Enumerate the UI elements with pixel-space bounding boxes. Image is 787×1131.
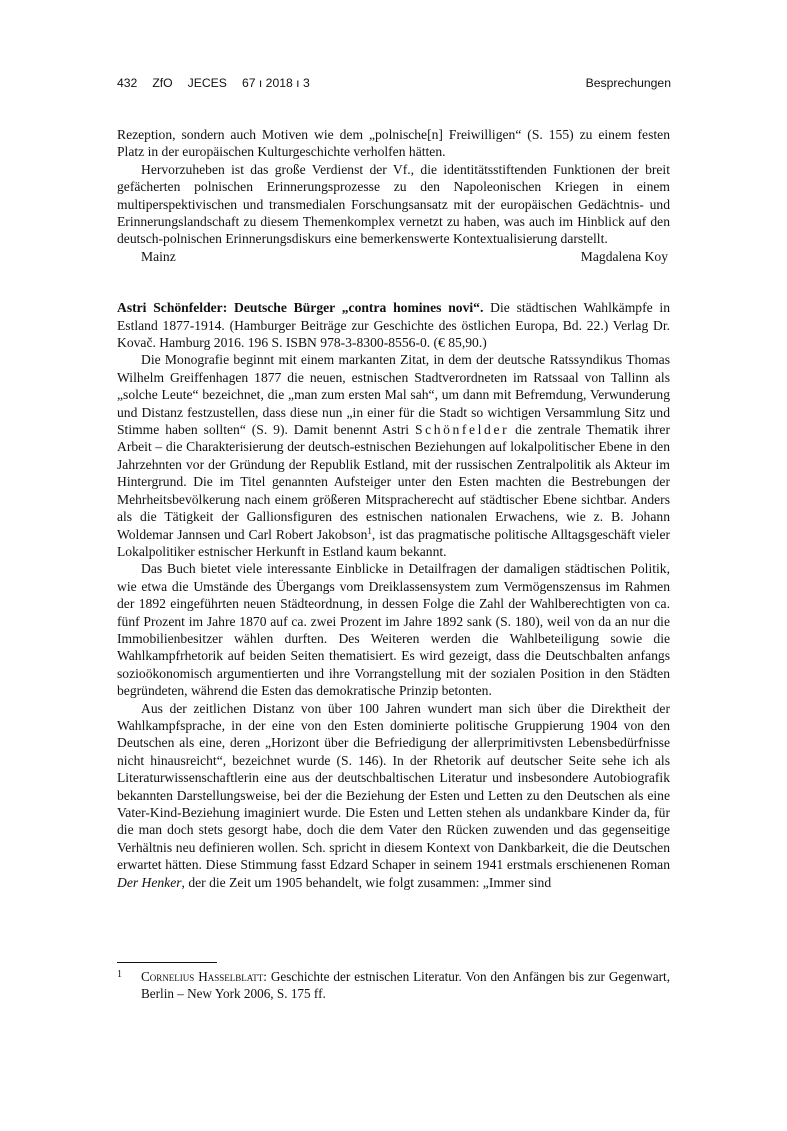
author-name-spaced: Schönfelder xyxy=(414,422,510,438)
review-paragraph xyxy=(117,351,670,560)
paragraph-text: , der die Zeit um 1905 behandelt, wie folgt zusammen: „Immer sind xyxy=(181,874,552,890)
journal-name: ZfO xyxy=(152,76,173,90)
book-details: Die städtischen Wahlkämpfe in Estland 1877-1914. (Hamburger Beiträge zur Geschichte des östlichen Europa, Bd. 22.) Verlag Dr. Kovač. Hamburg 2016. 196 S. ISBN 978-3-8300-8556-0. (€ 85,90.) xyxy=(117,300,670,351)
review-paragraph xyxy=(117,700,670,891)
footnote-rule xyxy=(117,962,217,963)
footnote-marker[interactable]: 1 xyxy=(367,525,372,536)
previous-review-paragraph: Hervorzuheben ist das große Verdienst der Vf., die identitätsstiftenden Funktionen der breit gefächerten polnischen Erinnerungsprozesse zu den Napoleonischen Kriegen in einem multiperspektivischen und transmedialen Forschungsansatz mit der europäischen Gedächtnis- und Erinnerungslandschaft zu diesem Themenkomplex vernetzt zu haben, was auch im Hinblick auf den deutsch-polnischen Erinnerungsdiskurs eine bemerkenswerte Kontextualisierung darstellt. xyxy=(117,161,670,247)
review-paragraph: Das Buch bietet viele interessante Einblicke in Detailfragen der damaligen städtischen Politik, wie etwa die Umstände des Übergangs vom Dreiklassensystem zum Vermögenszensus im Rahmen der 1892 eingeführten neuen Städteordnung, in dessen Folge die Zahl der Wahlberechtigten von ca. fünf Prozent im Jahre 1870 auf ca. zwei Prozent im Jahre 1892 sank (S. 180), weil von da an nur die Immobilienbesitzer wählen durften. Des Weiteren werden die Wahlbeteiligung sowie die Wahlkampfrhetorik auf beiden Seiten thematisiert. Es wird gezeigt, dass die Deutschbalten anfangs sozioökonomisch argumentierten und ihre Vorrangstellung mit der sozialen Position in den Städten begründeten, während die Esten das demokratische Prinzip betonten. xyxy=(117,561,670,699)
reviewer-name: Magdalena Koy xyxy=(580,248,668,264)
review-separator xyxy=(117,265,670,299)
footnote-text xyxy=(141,968,670,1002)
section-title: Besprechungen xyxy=(585,76,671,90)
article-body xyxy=(117,126,670,891)
paragraph-text: Aus der zeitlichen Distanz von über 100 Jahren wundert man sich über die Direktheit der Wahlkampfsprache, in der eine von den Esten dominierte politische Gruppierung 1904 von den Deutschen als eine, deren „Horizont über die Befriedigung der allerprimitivsten Lebensbedürfnisse nicht hinausreicht“, bezeichnet wurde (S. 146). In der Rhetorik auf deutscher Seite sehe ich als Literaturwissenschaftlerin eine aus der deutschbaltischen Literatur und insbesondere Autobiografik bekannten Darstellungsweise, bei der die Beziehung der Esten und Letten zu den Deutschen als eine Vater-Kind-Beziehung imaginiert wurde. Die Esten und Letten stehen als undankbare Kinder da, für die man doch stets gesorgt habe, doch die dem Vater den Rücken zuwenden und das gegenseitige Verhältnis neu definieren wollen. Sch. spricht in diesem Kontext von Dankbarkeit, die die Deutschen erwartet hätten. Diese Stimmung fasst Edzard Schaper in seinem 1941 erstmals erschienenen Roman xyxy=(117,700,670,873)
book-title: Astri Schönfelder: Deutsche Bürger „contra homines novi“. xyxy=(117,300,484,316)
book-citation xyxy=(117,299,670,351)
running-head-left xyxy=(117,76,325,90)
signature-line xyxy=(117,248,670,265)
footnote-author: Cornelius Hasselblatt xyxy=(141,969,264,984)
paragraph-text: die zentrale Thematik ihrer Arbeit – die Charakterisierung der deutsch-estnischen Beziehungen auf lokalpolitischer Ebene in den Jahrzehnten vor der Gründung der Republik Estland, mit der russischen Zentralpolitik als Akteur im Hintergrund. Die im Titel genannten Aufsteiger unter den Esten machten die Bestrebungen der Mehrheitsbevölkerung nach einem größeren Mitspracherecht auf städtischer Ebene sichtbar. Anders als die Tätigkeit der Gallionsfiguren des estnischen nationalen Erwachens, wie z. B. Johann Woldemar Jannsen und Carl Robert Jakobson xyxy=(117,422,670,542)
paragraph-text: Die Monografie beginnt mit einem markanten Zitat, in dem der deutsche Ratssyndikus Thomas Wilhelm Greiffenhagen 1877 die neuen, estnischen Stadtverordneten im Ratssaal von Tallinn als „solche Leute“ bezeichnet, die „man zum ersten Mal sah“, um dann mit Befremdung, Verwunderung und Distanz festzustellen, dass diese nun „in einer für die Stadt so wichtigen Versammlung Sitz und Stimme haben sollten“ (S. 9). Damit benennt Astri xyxy=(117,352,670,438)
page-number: 432 xyxy=(117,76,138,90)
review-place: Mainz xyxy=(141,248,176,264)
volume-issue: 67 ı 2018 ı 3 xyxy=(241,76,310,90)
footnote xyxy=(117,968,670,1002)
paragraph-text: , ist das pragmatische politische Alltagsgeschäft vieler Lokalpolitiker estnischer Herkunft in Estland kaum bekannt. xyxy=(117,526,671,559)
work-title: Der Henker xyxy=(117,874,182,890)
footnote-reference: : Geschichte der estnischen Literatur. Von den Anfängen bis zur Gegenwart, Berlin – New York 2006, S. 175 ff. xyxy=(141,969,670,1001)
previous-review-paragraph: Rezeption, sondern auch Motiven wie dem „polnische[n] Freiwilligen“ (S. 155) zu einem festen Platz in der europäischen Kulturgeschichte verholfen hätten. xyxy=(117,127,670,160)
running-head xyxy=(117,76,671,92)
footnote-number: 1 xyxy=(117,969,122,980)
journal-code: JECES xyxy=(187,76,227,90)
